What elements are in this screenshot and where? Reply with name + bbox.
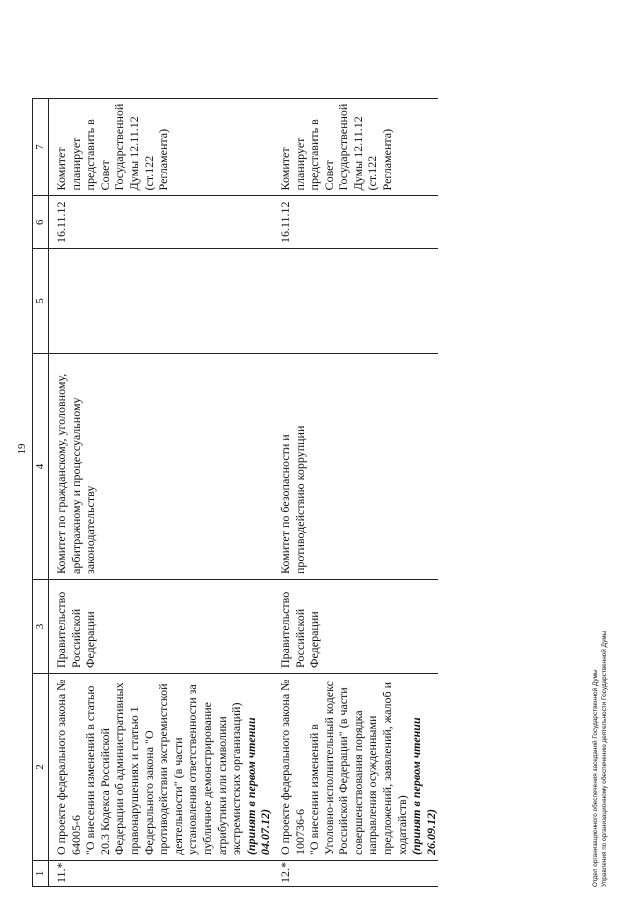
page-number: 19 [16,443,28,455]
bill-intro: О проекте федерального закона № 64005-6 [54,679,83,855]
footer-line-1: Отдел организационного обеспечения заседаний Государственной Думы [592,669,599,887]
column-5-cell [273,249,439,354]
remark-cell: Комитет планирует представить в Совет Государственной Думы 12.11.12 (ст.122 Регламента) [49,98,273,196]
bill-description-cell [273,674,439,861]
date-cell: 16.11.12 [273,196,439,249]
footer-line-2: Управления по организационному обеспечению деятельности Государственной Думы [600,630,608,887]
bill-intro: О проекте федерального закона № 100736-6 [277,679,307,855]
column-header-6: 6 [33,196,49,249]
initiator-cell: Правительство Российской Федерации [273,580,439,674]
table-row [49,98,273,886]
bill-text: "О внесении изменений в Уголовно-исполнительный кодекс Российской Федерации" (в части совершенствования порядка направления осужденными предложений, заявлений, жалоб и ходатайств) [307,681,409,855]
date-cell: 16.11.12 [49,196,273,249]
column-5-cell [49,249,273,354]
page-footer [592,631,609,887]
committee-cell: Комитет по безопасности и противодействию коррупции [273,354,439,580]
row-number: 11.* [49,861,273,887]
column-header-7: 7 [33,98,49,196]
column-header-2: 2 [33,674,49,861]
table-header-row [33,98,49,886]
column-header-4: 4 [33,354,49,580]
bill-text: "О внесении изменений в статью 20.3 Кодекса Российской Федерации об административных правонарушениях и статью 1 Федерального закона "О противодействии экстремистской деятельности" (в части установления ответственности за публичное демонстрирование атрибутики или символики экстремистских организаций) [83,682,244,855]
bill-description-cell [49,674,273,861]
column-header-5: 5 [33,249,49,354]
initiator-cell: Правительство Российской Федерации [49,580,273,674]
remark-cell: Комитет планирует представить в Совет Государственной Думы 12.11.12 (ст.122 Регламента) [273,98,439,196]
table-row [273,98,439,886]
bills-table [32,98,438,887]
column-header-1: 1 [33,861,49,887]
bill-note: (принят в первом чтении 26.09.12) [409,717,438,855]
row-number: 12.* [273,861,439,887]
committee-cell: Комитет по гражданскому, уголовному, арбитражному и процессуальному законодательству [49,354,273,580]
bill-note: (принят в первом чтении 04.07.12) [243,717,273,855]
column-header-3: 3 [33,580,49,674]
